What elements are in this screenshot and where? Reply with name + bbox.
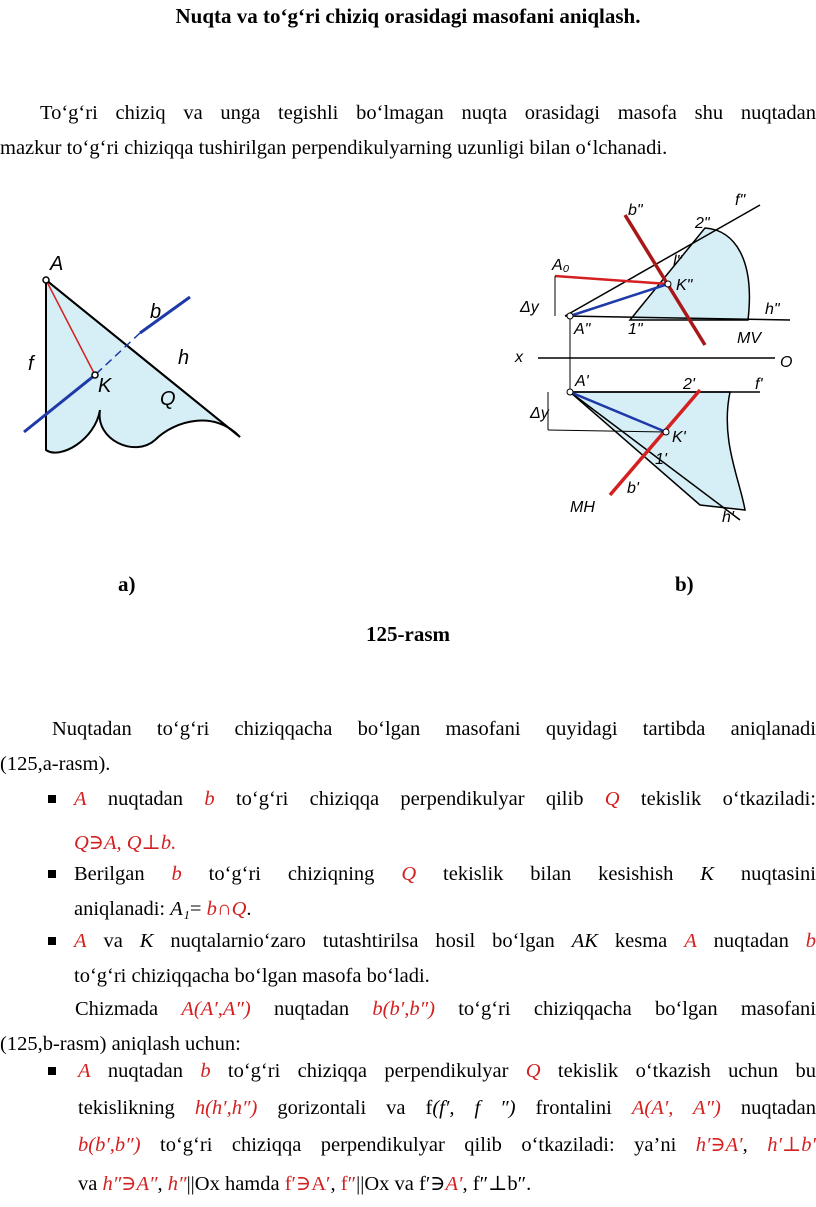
intro-line-2: mazkur to‘g‘ri chiziqqa tushirilgan perpendikulyarning uzunligi bilan o‘lchanadi. bbox=[0, 137, 668, 159]
label-b: b bbox=[150, 301, 162, 323]
label-dy-bot: Δy bbox=[530, 405, 549, 422]
bullet-1-line-2: Q∋A, Q⊥b. bbox=[74, 832, 177, 854]
label-k: K bbox=[98, 375, 112, 397]
plane-front bbox=[630, 228, 749, 320]
point-k1 bbox=[663, 429, 669, 435]
bullet-2-line-2: aniqlanadi: A₁= b∩Q. bbox=[74, 898, 252, 920]
bullet-marker bbox=[48, 937, 56, 945]
label-dy-top: Δy bbox=[520, 299, 539, 316]
label-x: x bbox=[515, 349, 523, 366]
point-a2 bbox=[567, 313, 573, 319]
bullet-4-line-3: b(b′,b″) to‘g‘ri chiziqqa perpendikulyar qilib o‘tkaziladi: ya’ni h′∋A′, h′⊥b′ bbox=[78, 1134, 816, 1156]
line-a0 bbox=[555, 276, 668, 284]
label-k1: K' bbox=[672, 429, 686, 446]
label-a: A bbox=[50, 253, 64, 275]
label-pt1-2: 1" bbox=[628, 321, 643, 338]
label-f1: f' bbox=[755, 376, 763, 393]
point-a bbox=[43, 277, 49, 283]
label-a0: A₀ bbox=[552, 257, 570, 274]
bullet-marker bbox=[48, 795, 56, 803]
intro-paragraph bbox=[0, 96, 816, 166]
bullet-4-line-4: va h″∋A″, h″||Ox hamda f′∋A′, f″||Ox va f′∋A′, f″⊥b″. bbox=[78, 1173, 532, 1195]
label-mv: MV bbox=[737, 330, 761, 347]
bullet-marker bbox=[48, 870, 56, 878]
bullet-2 bbox=[74, 857, 816, 927]
point-a1 bbox=[567, 389, 573, 395]
bullet-3-line-2: to‘g‘ri chiziqqacha bo‘lgan masofa bo‘ladi. bbox=[74, 965, 430, 987]
para-2 bbox=[0, 992, 816, 1062]
label-f: f bbox=[28, 353, 34, 375]
label-k2: K" bbox=[676, 277, 693, 294]
para-2-line-1: Chizmada A(A′,A″) nuqtadan b(b′,b″) to‘g‘ri chiziqqacha bo‘lgan masofani bbox=[75, 998, 816, 1020]
label-a2: A" bbox=[574, 321, 591, 338]
para-1 bbox=[0, 712, 816, 782]
label-b2: b" bbox=[628, 202, 643, 219]
bullet-4-line-2: tekislikning h(h′,h″) gorizontali va f(f′, f ″) frontalini A(A′, A″) nuqtadan bbox=[78, 1097, 816, 1119]
figure-b bbox=[500, 180, 816, 530]
bullet-1 bbox=[74, 782, 816, 861]
para-2-line-2: (125,b-rasm) aniqlash uchun: bbox=[0, 1033, 241, 1055]
label-pt1-1: 1' bbox=[655, 451, 667, 468]
bullet-1-line-1: A nuqtadan b to‘g‘ri chiziqqa perpendikulyar qilib Q tekislik o‘tkaziladi: bbox=[74, 788, 816, 810]
label-h2: h" bbox=[765, 301, 780, 318]
caption-a: a) bbox=[118, 572, 136, 596]
label-l2: l" bbox=[673, 253, 683, 270]
intro-line-1: To‘g‘ri chiziq va unga tegishli bo‘lmagan nuqta orasidagi masofa shu nuqtadan bbox=[40, 102, 816, 124]
label-pt2-2: 2" bbox=[695, 215, 710, 232]
label-pt2-1: 2' bbox=[683, 376, 695, 393]
page-title: Nuqta va to‘g‘ri chiziq orasidagi masofani aniqlash. bbox=[175, 4, 641, 28]
bullet-3 bbox=[74, 924, 816, 994]
label-h: h bbox=[178, 347, 190, 369]
para-1-line-2: (125,a-rasm). bbox=[0, 753, 111, 775]
figure-caption: 125-rasm bbox=[366, 622, 450, 646]
caption-b: b) bbox=[675, 572, 694, 596]
line-b-front bbox=[140, 297, 190, 333]
label-o: O bbox=[780, 354, 793, 371]
bullet-4 bbox=[78, 1054, 816, 1202]
plane-q bbox=[46, 280, 240, 453]
bullet-marker bbox=[48, 1067, 56, 1075]
bullet-2-line-1: Berilgan b to‘g‘ri chiziqning Q tekislik bilan kesishish K nuqtasini bbox=[74, 863, 816, 885]
label-mh: MH bbox=[570, 499, 595, 516]
figure-a bbox=[0, 240, 360, 460]
label-b1: b' bbox=[627, 480, 639, 497]
label-q: Q bbox=[160, 388, 176, 410]
bullet-4-line-1: A nuqtadan b to‘g‘ri chiziqqa perpendikulyar Q tekislik o‘tkazish uchun bu bbox=[78, 1060, 816, 1082]
point-k2 bbox=[665, 281, 671, 287]
bullet-3-line-1: A va K nuqtalarnio‘zaro tutashtirilsa hosil bo‘lgan AK kesma A nuqtadan b bbox=[74, 930, 816, 952]
label-a1: A' bbox=[575, 373, 589, 390]
label-h1: h' bbox=[722, 509, 734, 526]
para-1-line-1: Nuqtadan to‘g‘ri chiziqqacha bo‘lgan masofani quyidagi tartibda aniqlanadi bbox=[52, 718, 816, 740]
label-f2: f" bbox=[735, 192, 746, 209]
